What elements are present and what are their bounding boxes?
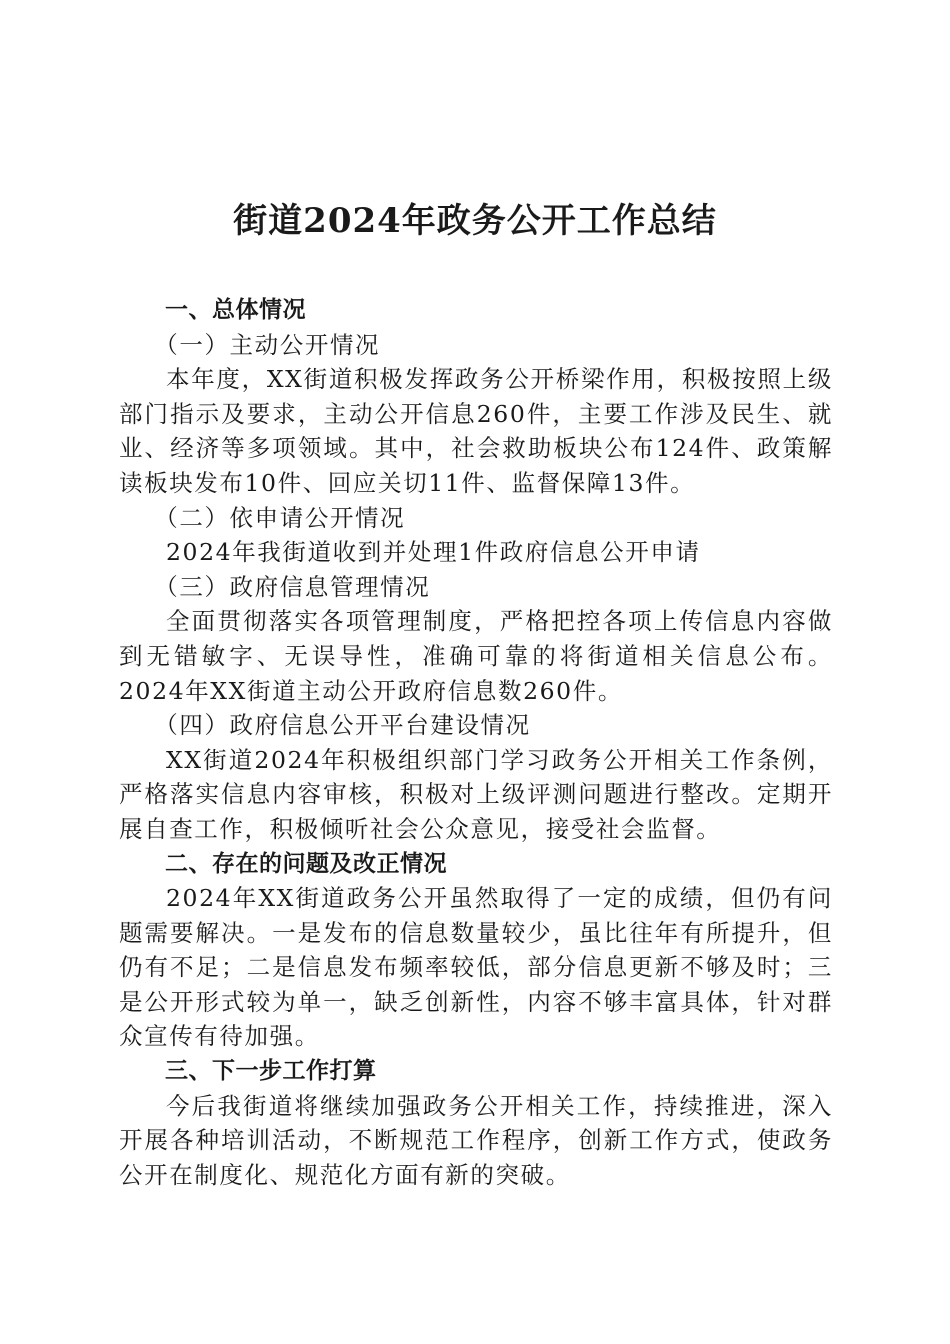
- subheading-platform-construction: （四）政府信息公开平台建设情况: [154, 711, 531, 740]
- paragraph-problems: 2024年XX街道政务公开虽然取得了一定的成绩，但仍有问题需要解决。一是发布的信息数量较少，虽比往年有所提升，但仍有不足；二是信息发布频率较低，部分信息更新不够及时；三是公开形式较为单一，缺乏创新性，内容不够丰富具体，针对群众宣传有待加强。: [119, 884, 833, 1051]
- section-heading-next-steps: 三、下一步工作打算: [165, 1058, 377, 1085]
- paragraph-next-steps: 今后我街道将继续加强政务公开相关工作，持续推进，深入开展各种培训活动，不断规范工作程序，创新工作方式，使政务公开在制度化、规范化方面有新的突破。: [119, 1091, 833, 1189]
- paragraph-application-disclosure: 2024年我街道收到并处理1件政府信息公开申请: [166, 538, 701, 567]
- document-title: 街道2024年政务公开工作总结: [233, 201, 717, 241]
- paragraph-active-disclosure: 本年度，XX街道积极发挥政务公开桥梁作用，积极按照上级部门指示及要求，主动公开信息260件，主要工作涉及民生、就业、经济等多项领域。其中，社会救助板块公布124件、政策解读板块发布10件、回应关切11件、监督保障13件。: [119, 365, 833, 497]
- paragraph-platform-construction: XX街道2024年积极组织部门学习政务公开相关工作条例，严格落实信息内容审核，积极对上级评测问题进行整改。定期开展自查工作，积极倾听社会公众意见，接受社会监督。: [119, 745, 833, 843]
- subheading-info-management: （三）政府信息管理情况: [154, 572, 431, 601]
- subheading-application-disclosure: （二）依申请公开情况: [154, 503, 406, 532]
- section-heading-overview: 一、总体情况: [165, 297, 306, 323]
- subheading-active-disclosure: （一）主动公开情况: [154, 330, 381, 359]
- paragraph-info-management: 全面贯彻落实各项管理制度，严格把控各项上传信息内容做到无错敏字、无误导性，准确可靠的将街道相关信息公布。2024年XX街道主动公开政府信息数260件。: [119, 607, 833, 705]
- document-body: [119, 293, 833, 1192]
- section-heading-problems: 二、存在的问题及改正情况: [165, 850, 447, 877]
